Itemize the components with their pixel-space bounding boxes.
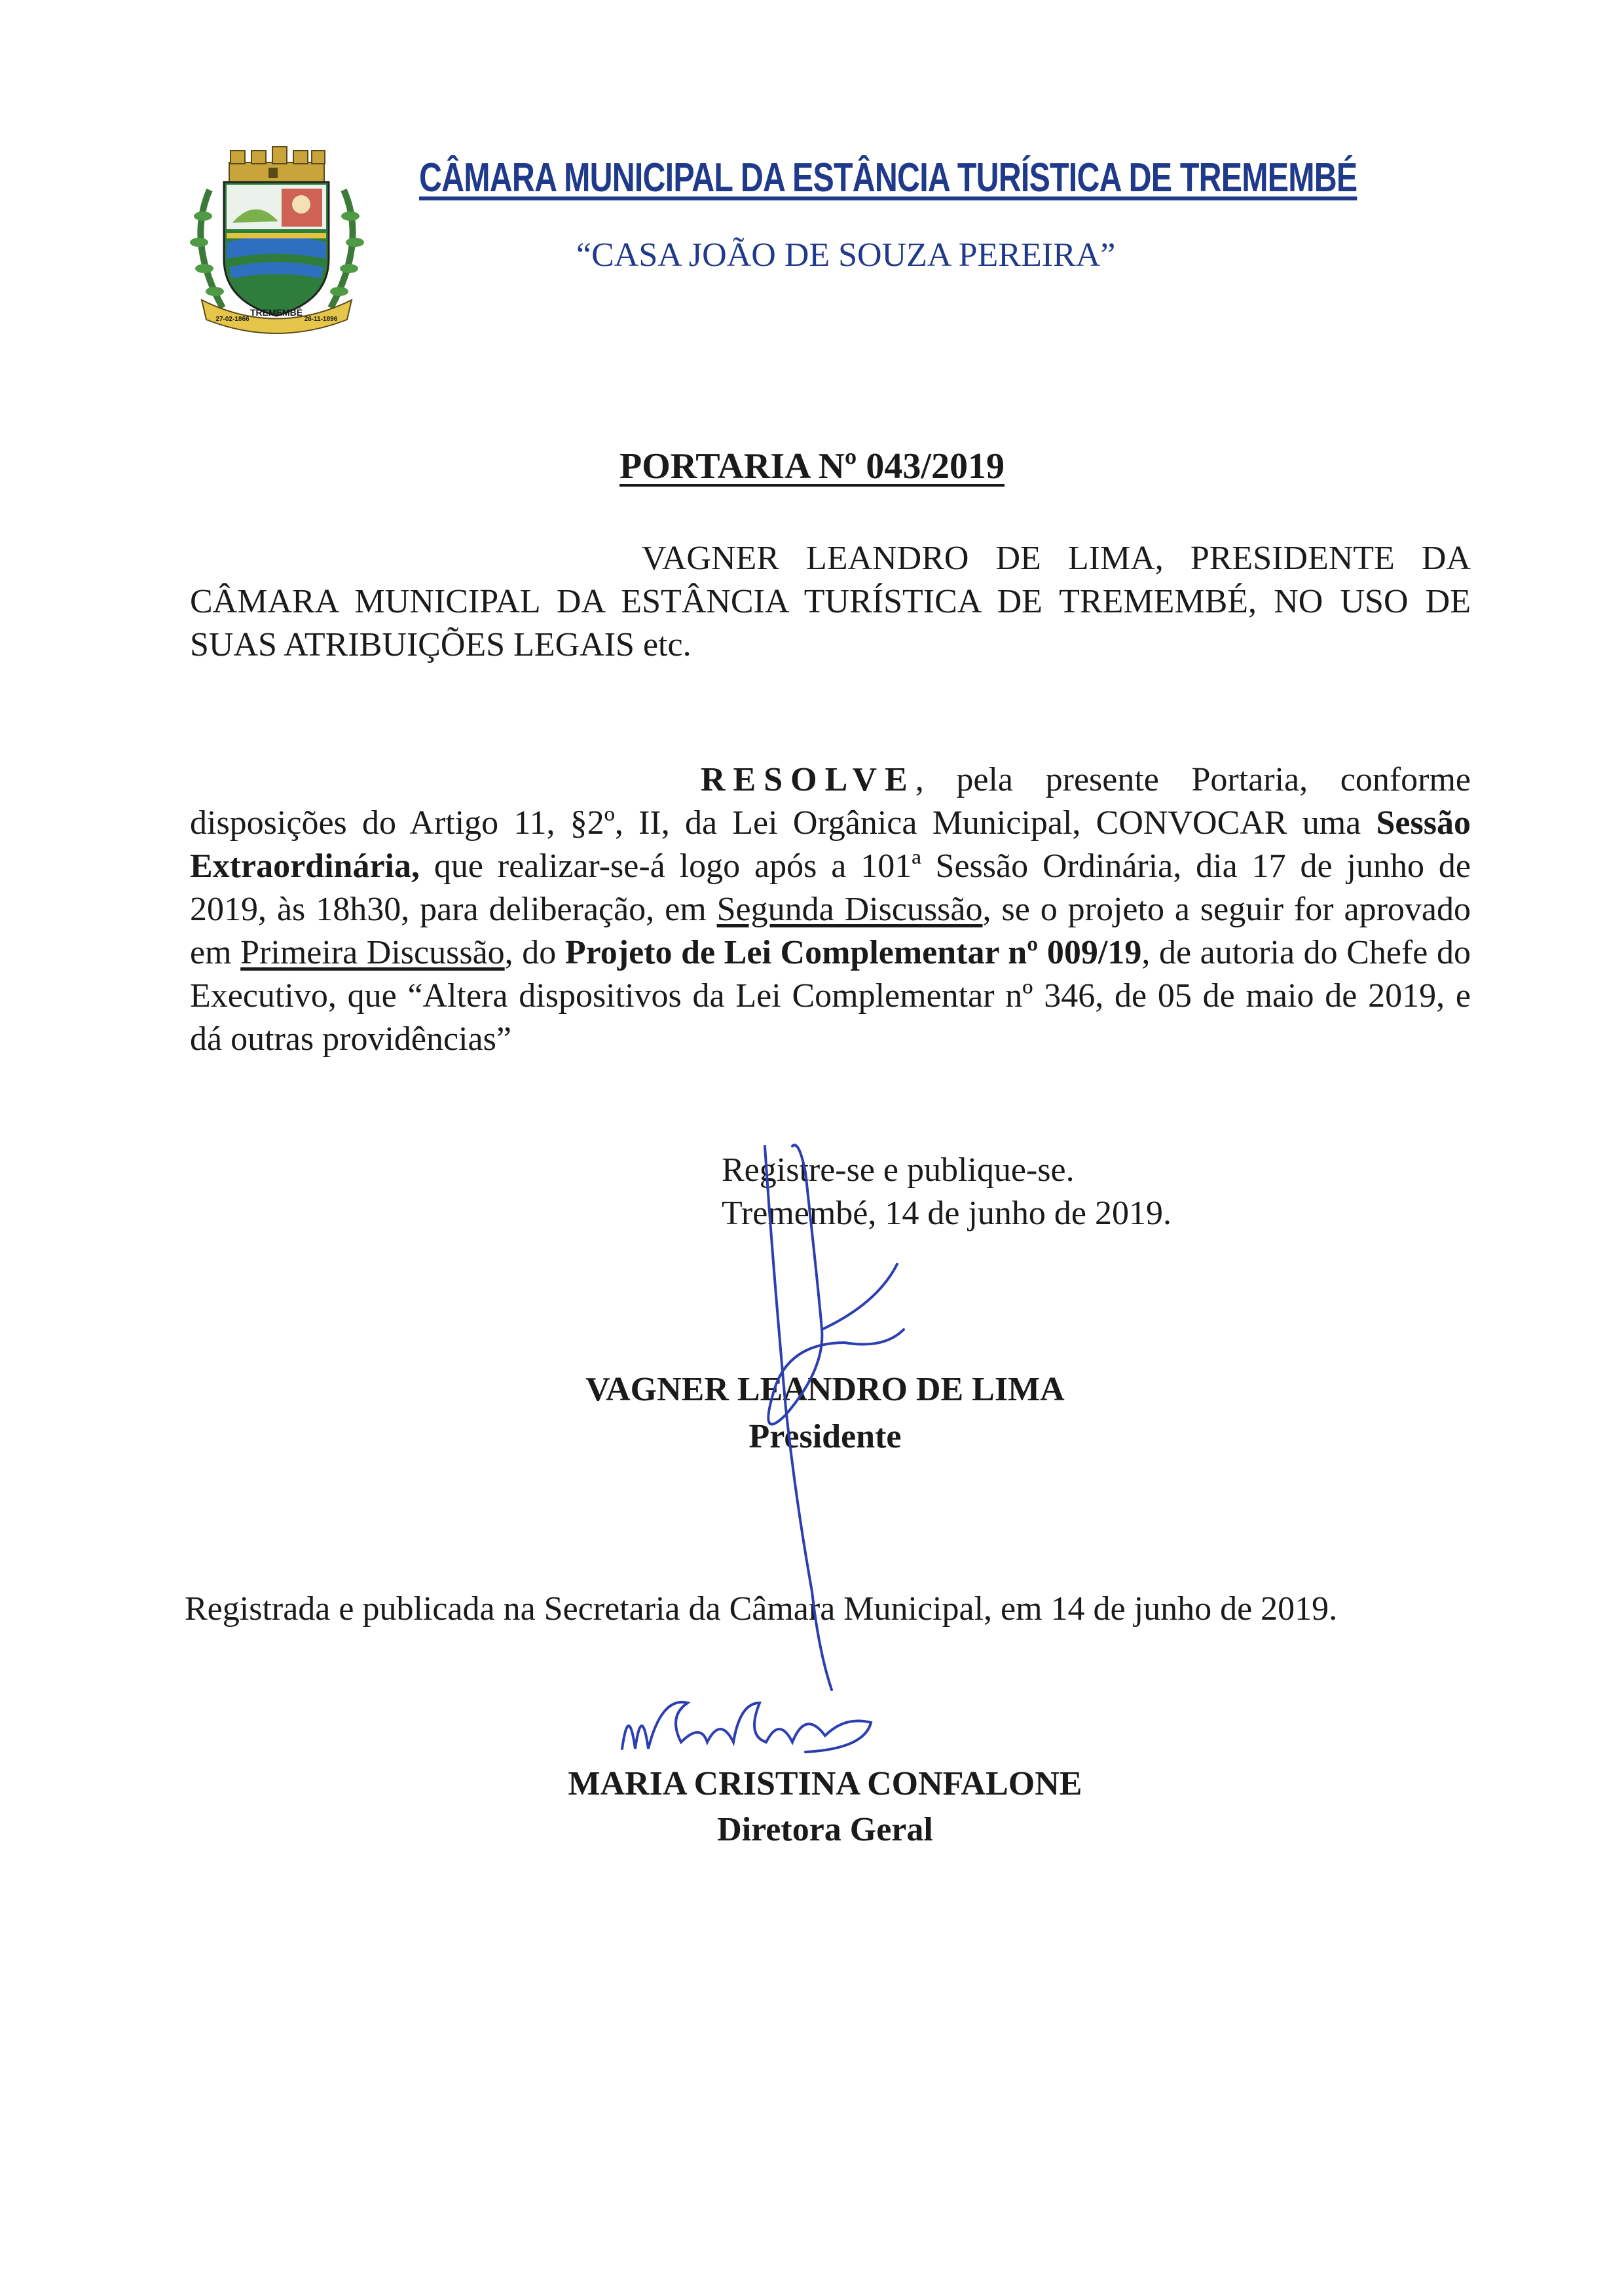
first-discussion: Primeira Discussão (240, 934, 505, 971)
municipal-crest-icon (183, 144, 370, 341)
preamble-text: VAGNER LEANDRO DE LIMA, PRESIDENTE DA CÂMARA MUNICIPAL DA ESTÂNCIA TURÍSTICA DE TREMEMBÉ, NO USO DE SUAS ATRIBUIÇÕES LEGAIS etc. (190, 540, 1471, 663)
resolve-text-2: que realizar-se-á logo após a 101ª Sessão Ordinária, dia 17 de junho de 2019, às 18h30, para deliberação, em (190, 848, 1471, 928)
organization-title: CÂMARA MUNICIPAL DA ESTÂNCIA TURÍSTICA DE TREMEMBÉ (419, 155, 1357, 200)
closing-line-place-date: Tremembé, 14 de junho de 2019. (722, 1195, 1172, 1232)
mural-crown (229, 147, 325, 182)
registration-paragraph: Registrada e publicada na Secretaria da Câmara Municipal, em 14 de junho de 2019. (185, 1590, 1338, 1628)
preamble-paragraph (190, 537, 1471, 667)
closing-line-register: Registre-se e publique-se. (722, 1151, 1075, 1189)
house-subtitle: “CASA JOÃO DE SOUZA PEREIRA” (576, 236, 1116, 274)
crest-date-left: 27-02-1866 (215, 316, 249, 323)
crest-city-label: TREMEMBÉ (249, 307, 303, 318)
president-name: VAGNER LEANDRO DE LIMA (585, 1371, 1065, 1408)
closing-block (722, 1149, 1172, 1235)
document-title: PORTARIA Nº 043/2019 (619, 446, 1005, 487)
director-role: Diretora Geral (717, 1811, 933, 1848)
resolve-text-1: , pela presente Portaria, conforme disposições do Artigo 11, §2º, II, da Lei Orgânica Municipal, CONVOCAR uma (190, 761, 1471, 842)
session-type: Sessão Extraordinária, (190, 804, 1471, 885)
resolve-text-5: , de autoria do Chefe do Executivo, que “Altera dispositivos da Lei Complementar nº 346, de 05 de maio de 2019, e dá outras providências” (190, 934, 1471, 1058)
second-discussion: Segunda Discussão (716, 891, 983, 928)
president-role: Presidente (748, 1418, 902, 1455)
crest-date-right: 26-11-1896 (304, 316, 338, 323)
resolve-text-3: , se o projeto a seguir for aprovado em (190, 891, 1471, 971)
bill-reference: Projeto de Lei Complementar nº 009/19 (564, 934, 1142, 971)
director-signature-icon (609, 1677, 884, 1768)
director-name: MARIA CRISTINA CONFALONE (568, 1765, 1082, 1802)
resolve-text-4: , do (504, 934, 565, 971)
resolve-keyword: RESOLVE (701, 761, 915, 798)
resolve-paragraph (190, 758, 1471, 1061)
